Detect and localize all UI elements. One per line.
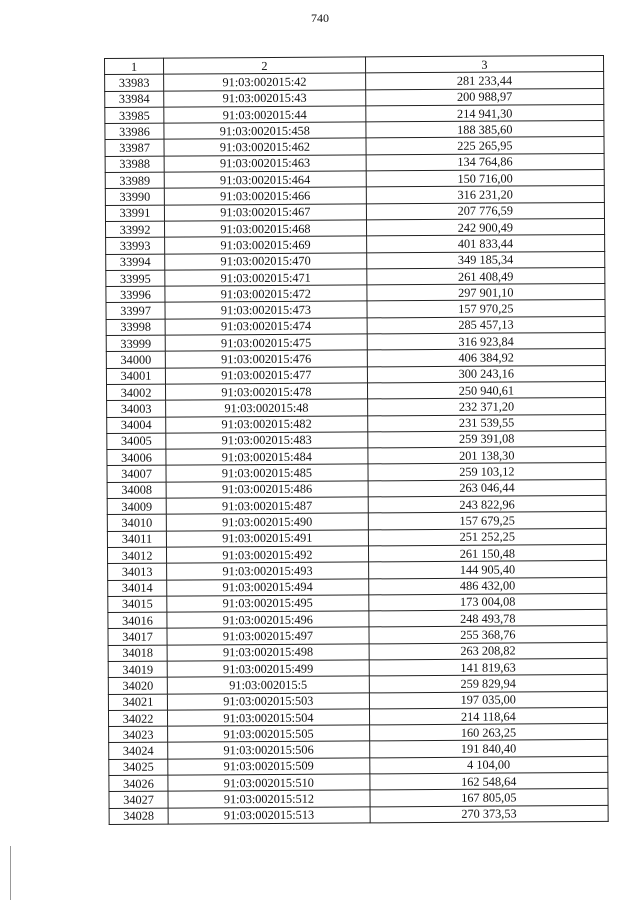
cadastral-value: 157 970,25	[367, 300, 605, 318]
row-number: 33988	[105, 156, 164, 173]
cadastral-number: 91:03:002015:48	[166, 399, 368, 417]
row-number: 34017	[108, 629, 167, 646]
cadastral-number: 91:03:002015:478	[166, 383, 368, 401]
cadastral-value: 167 805,05	[370, 789, 608, 807]
cadastral-number: 91:03:002015:513	[168, 807, 370, 825]
row-number: 34002	[106, 384, 165, 401]
cadastral-number: 91:03:002015:506	[168, 741, 370, 759]
row-number: 34013	[108, 563, 167, 580]
table-row	[109, 805, 608, 824]
row-number: 34006	[107, 449, 166, 466]
cadastral-value: 316 923,84	[367, 332, 605, 350]
row-number: 33985	[105, 107, 164, 124]
cadastral-number: 91:03:002015:458	[164, 122, 366, 140]
cadastral-value: 349 185,34	[366, 251, 604, 269]
row-number: 34007	[107, 466, 166, 483]
cadastral-value: 250 940,61	[367, 381, 605, 399]
row-number: 33983	[105, 74, 164, 91]
cadastral-number: 91:03:002015:496	[167, 611, 369, 629]
row-number: 34026	[109, 775, 168, 792]
cadastral-number: 91:03:002015:505	[168, 725, 370, 743]
cadastral-number: 91:03:002015:5	[167, 676, 369, 694]
cadastral-value: 201 138,30	[368, 447, 606, 465]
cadastral-value: 4 104,00	[369, 756, 607, 774]
cadastral-value: 251 252,25	[368, 528, 606, 546]
cadastral-value: 300 243,16	[367, 365, 605, 383]
row-number: 33991	[105, 205, 164, 222]
cadastral-number: 91:03:002015:491	[166, 530, 368, 548]
row-number: 34020	[108, 677, 167, 694]
cadastral-value: 191 840,40	[369, 740, 607, 758]
row-number: 33994	[106, 254, 165, 271]
cadastral-value: 225 265,95	[366, 137, 604, 155]
cadastral-number: 91:03:002015:477	[165, 367, 367, 385]
cadastral-number: 91:03:002015:469	[165, 236, 367, 254]
cadastral-value: 200 988,97	[365, 88, 603, 106]
cadastral-value: 134 764,86	[366, 153, 604, 171]
cadastral-number: 91:03:002015:44	[164, 106, 366, 124]
cadastral-number: 91:03:002015:466	[164, 187, 366, 205]
cadastral-value: 259 391,08	[367, 430, 605, 448]
column-header-2: 2	[164, 57, 366, 75]
cadastral-number: 91:03:002015:43	[164, 89, 366, 107]
cadastral-value: 231 539,55	[367, 414, 605, 432]
row-number: 34009	[107, 498, 166, 515]
row-number: 33993	[106, 237, 165, 254]
row-number: 34003	[107, 400, 166, 417]
row-number: 34022	[108, 710, 167, 727]
cadastral-value: 261 150,48	[368, 544, 606, 562]
cadastral-number: 91:03:002015:503	[167, 692, 369, 710]
cadastral-value: 214 118,64	[369, 707, 607, 725]
row-number: 34005	[107, 433, 166, 450]
cadastral-value: 248 493,78	[369, 610, 607, 628]
row-number: 34004	[107, 417, 166, 434]
row-number: 33992	[105, 221, 164, 238]
cadastral-value: 401 833,44	[366, 235, 604, 253]
row-number: 34012	[107, 547, 166, 564]
cadastral-value: 144 905,40	[368, 561, 606, 579]
cadastral-number: 91:03:002015:498	[167, 644, 369, 662]
row-number: 34019	[108, 661, 167, 678]
cadastral-number: 91:03:002015:462	[164, 138, 366, 156]
cadastral-number: 91:03:002015:499	[167, 660, 369, 678]
cadastral-value: 255 368,76	[369, 626, 607, 644]
cadastral-number: 91:03:002015:476	[165, 350, 367, 368]
cadastral-value: 162 548,64	[370, 772, 608, 790]
column-header-1: 1	[105, 58, 164, 75]
row-number: 34025	[109, 759, 168, 776]
cadastral-value: 486 432,00	[368, 577, 606, 595]
cadastral-value: 281 233,44	[365, 72, 603, 90]
row-number: 34000	[106, 351, 165, 368]
cadastral-number: 91:03:002015:497	[167, 627, 369, 645]
row-number: 33996	[106, 286, 165, 303]
row-number: 33990	[105, 189, 164, 206]
table-body	[105, 72, 609, 825]
cadastral-number: 91:03:002015:486	[166, 481, 368, 499]
cadastral-value: 285 457,13	[367, 316, 605, 334]
cadastral-number: 91:03:002015:493	[167, 562, 369, 580]
cadastral-number: 91:03:002015:490	[166, 513, 368, 531]
cadastral-value: 173 004,08	[368, 593, 606, 611]
cadastral-number: 91:03:002015:504	[168, 709, 370, 727]
cadastral-value: 263 208,82	[369, 642, 607, 660]
row-number: 34016	[108, 612, 167, 629]
cadastral-number: 91:03:002015:475	[165, 334, 367, 352]
row-number: 34011	[107, 531, 166, 548]
cadastral-value: 242 900,49	[366, 218, 604, 236]
page-number: 740	[311, 11, 329, 25]
cadastral-number: 91:03:002015:464	[164, 171, 366, 189]
cadastral-number: 91:03:002015:509	[168, 758, 370, 776]
row-number: 34015	[108, 596, 167, 613]
cadastral-value: 141 819,63	[369, 658, 607, 676]
cadastral-number: 91:03:002015:42	[164, 73, 366, 91]
row-number: 33998	[106, 319, 165, 336]
row-number: 33999	[106, 335, 165, 352]
cadastral-value: 259 103,12	[368, 463, 606, 481]
row-number: 33984	[105, 91, 164, 108]
cadastral-value: 259 829,94	[369, 675, 607, 693]
column-header-3: 3	[365, 55, 603, 73]
row-number: 33995	[106, 270, 165, 287]
row-number: 34018	[108, 645, 167, 662]
cadastral-value: 232 371,20	[367, 398, 605, 416]
cadastral-value: 263 046,44	[368, 479, 606, 497]
row-number: 34010	[107, 514, 166, 531]
row-number: 34001	[106, 368, 165, 385]
cadastral-number: 91:03:002015:484	[166, 448, 368, 466]
cadastral-value: 406 384,92	[367, 349, 605, 367]
cadastral-number: 91:03:002015:487	[166, 497, 368, 515]
row-number: 33987	[105, 140, 164, 157]
row-number: 34028	[109, 808, 168, 825]
data-table	[104, 55, 609, 825]
row-number: 34027	[109, 791, 168, 808]
row-number: 33997	[106, 303, 165, 320]
cadastral-value: 316 231,20	[366, 186, 604, 204]
cadastral-number: 91:03:002015:494	[167, 578, 369, 596]
cadastral-number: 91:03:002015:468	[165, 220, 367, 238]
row-number: 34008	[107, 482, 166, 499]
cadastral-value: 270 373,53	[370, 805, 608, 823]
cadastral-number: 91:03:002015:482	[166, 415, 368, 433]
cadastral-number: 91:03:002015:473	[165, 301, 367, 319]
cadastral-value: 150 716,00	[366, 170, 604, 188]
row-number: 34014	[108, 580, 167, 597]
cadastral-number: 91:03:002015:474	[165, 318, 367, 336]
cadastral-number: 91:03:002015:471	[165, 269, 367, 287]
cadastral-value: 243 822,96	[368, 495, 606, 513]
cadastral-number: 91:03:002015:467	[164, 204, 366, 222]
row-number: 34021	[108, 694, 167, 711]
cadastral-number: 91:03:002015:485	[166, 464, 368, 482]
cadastral-value: 207 776,59	[366, 202, 604, 220]
row-number: 34023	[109, 726, 168, 743]
cadastral-number: 91:03:002015:492	[167, 546, 369, 564]
row-number: 33989	[105, 172, 164, 189]
cadastral-number: 91:03:002015:472	[165, 285, 367, 303]
cadastral-value: 197 035,00	[369, 691, 607, 709]
cadastral-number: 91:03:002015:483	[166, 432, 368, 450]
row-number: 33986	[105, 123, 164, 140]
margin-mark	[10, 846, 11, 900]
cadastral-number: 91:03:002015:463	[164, 155, 366, 173]
cadastral-value: 160 263,25	[369, 724, 607, 742]
cadastral-number: 91:03:002015:512	[168, 790, 370, 808]
cadastral-number: 91:03:002015:510	[168, 774, 370, 792]
cadastral-number: 91:03:002015:470	[165, 252, 367, 270]
cadastral-value: 188 385,60	[366, 121, 604, 139]
cadastral-value: 157 679,25	[368, 512, 606, 530]
cadastral-value: 214 941,30	[365, 104, 603, 122]
cadastral-value: 261 408,49	[366, 267, 604, 285]
row-number: 34024	[109, 743, 168, 760]
cadastral-number: 91:03:002015:495	[167, 595, 369, 613]
cadastral-value: 297 901,10	[367, 284, 605, 302]
